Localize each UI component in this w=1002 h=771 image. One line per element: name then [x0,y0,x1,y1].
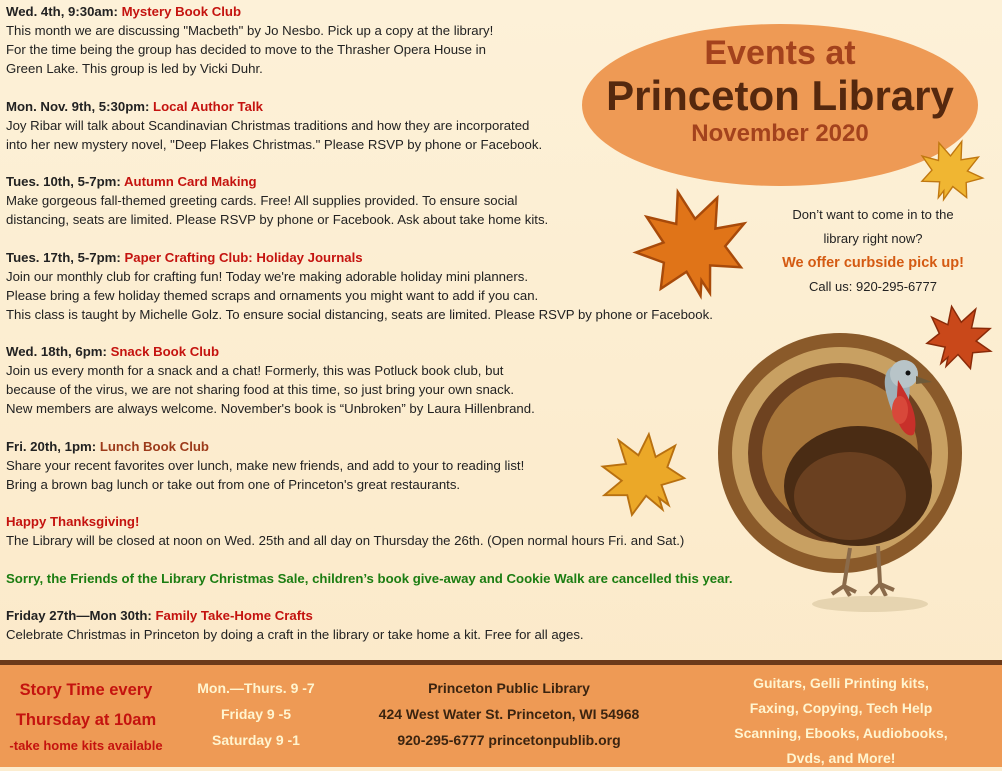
event-date: Wed. 4th, 9:30am: [6,4,118,19]
hours-line: Mon.—Thurs. 9 -7 [197,680,315,696]
curbside-line1: Don’t want to come in to the [792,207,954,222]
event-date: Tues. 17th, 5-7pm: [6,249,121,265]
maple-leaf-icon [622,184,762,306]
services-line: Guitars, Gelli Printing kits, [753,675,929,691]
event-date: Friday 27th—Mon 30th: [6,608,152,623]
cancellation-notice [6,569,766,588]
event-date: Tues. 10th, 5-7pm: [6,174,121,189]
event-description: Share your recent favorites over lunch, make new friends, and add to your to reading list! Bring a brown bag lunch or take out from one of Princeton's great restaurants. [6,457,525,492]
event-date: Fri. 20th, 1pm: [6,438,97,454]
cancellation-text: Sorry, the Friends of the Library Christmas Sale, children’s book give-away and Cookie Walk are cancelled this year. [6,570,733,586]
header-events-at: Events at [704,34,856,72]
curbside-notice [768,203,978,299]
address-line: 424 West Water St. Princeton, WI 54968 [378,706,640,722]
footer-bar [0,665,1002,767]
event-item [6,342,766,418]
story-line1: Story Time every [19,681,153,699]
event-item [6,606,766,644]
event-description: Celebrate Christmas in Princeton by doing a craft in the library or take home a kit. Free for all ages. [6,627,584,642]
curbside-line2: library right now? [823,231,923,246]
event-description: Joy Ribar will talk about Scandinavian Christmas traditions and how they are incorporated into her new mystery novel, "Deep Flakes Christmas." Please RSVP by phone or Facebook. [6,117,543,152]
address-line: 920-295-6777 princetonpublib.org [397,732,621,748]
turkey-illustration [700,318,990,618]
event-title: Paper Crafting Club: Holiday Journals [124,249,363,265]
library-services [718,671,964,771]
story-line3: -take home kits available [9,738,163,753]
event-title: Family Take-Home Crafts [155,608,313,623]
event-description: Join our monthly club for crafting fun! Today we're making adorable holiday mini planners. Please bring a few holiday themed scraps and ornaments you might want to add if you can. This class is taught by Michelle Golz. To ensure social distancing, seats are limited. Please RSVP by phone or Facebook. [6,268,713,322]
event-date: Wed. 18th, 6pm: [6,344,107,359]
curbside-highlight: We offer curbside pick up! [782,255,964,271]
curbside-phone: Call us: 920-295-6777 [809,279,937,294]
services-line: Scanning, Ebooks, Audiobooks, [734,725,948,741]
library-address [344,675,674,753]
library-hours [176,675,336,753]
event-date: Mon. Nov. 9th, 5:30pm: [6,98,150,114]
story-time [0,675,172,757]
event-description: Make gorgeous fall-themed greeting cards. Free! All supplies provided. To ensure social distancing, seats are limited. Please RSVP by phone or Facebook. Ask about take home kits. [6,193,549,227]
maple-leaf-icon [908,136,994,206]
hours-line: Saturday 9 -1 [212,732,300,748]
hours-line: Friday 9 -5 [220,706,292,722]
maple-leaf-icon [584,428,702,522]
event-title: Autumn Card Making [124,174,257,189]
event-title: Lunch Book Club [99,438,209,454]
thanksgiving-text: The Library will be closed at noon on Wed. 25th and all day on Thursday the 26th. (Open normal hours Fri. and Sat.) [6,533,685,548]
header-month: November 2020 [691,120,869,147]
story-line2: Thursday at 10am [15,711,157,729]
address-line: Princeton Public Library [428,680,590,696]
event-title: Snack Book Club [110,344,220,359]
header-library-name: Princeton Library [606,72,954,119]
services-line: Dvds, and More! [786,750,896,766]
services-line: Faxing, Copying, Tech Help [749,700,933,716]
event-description: This month we are discussing "Macbeth" by Jo Nesbo. Pick up a copy at the library! For the time being the group has decided to move to the Thrasher Opera House in Green Lake. This group is led by Vicki Duhr. [6,23,494,76]
event-title: Mystery Book Club [121,4,242,19]
event-description: Join us every month for a snack and a chat! Formerly, this was Potluck book club, but because of the virus, we are not sharing food at this time, so just bring your own snack. New members are always welcome. November's book is “Unbroken” by Laura Hillenbrand. [6,363,535,416]
event-title: Local Author Talk [153,98,263,114]
thanksgiving-title: Happy Thanksgiving! [6,514,140,529]
